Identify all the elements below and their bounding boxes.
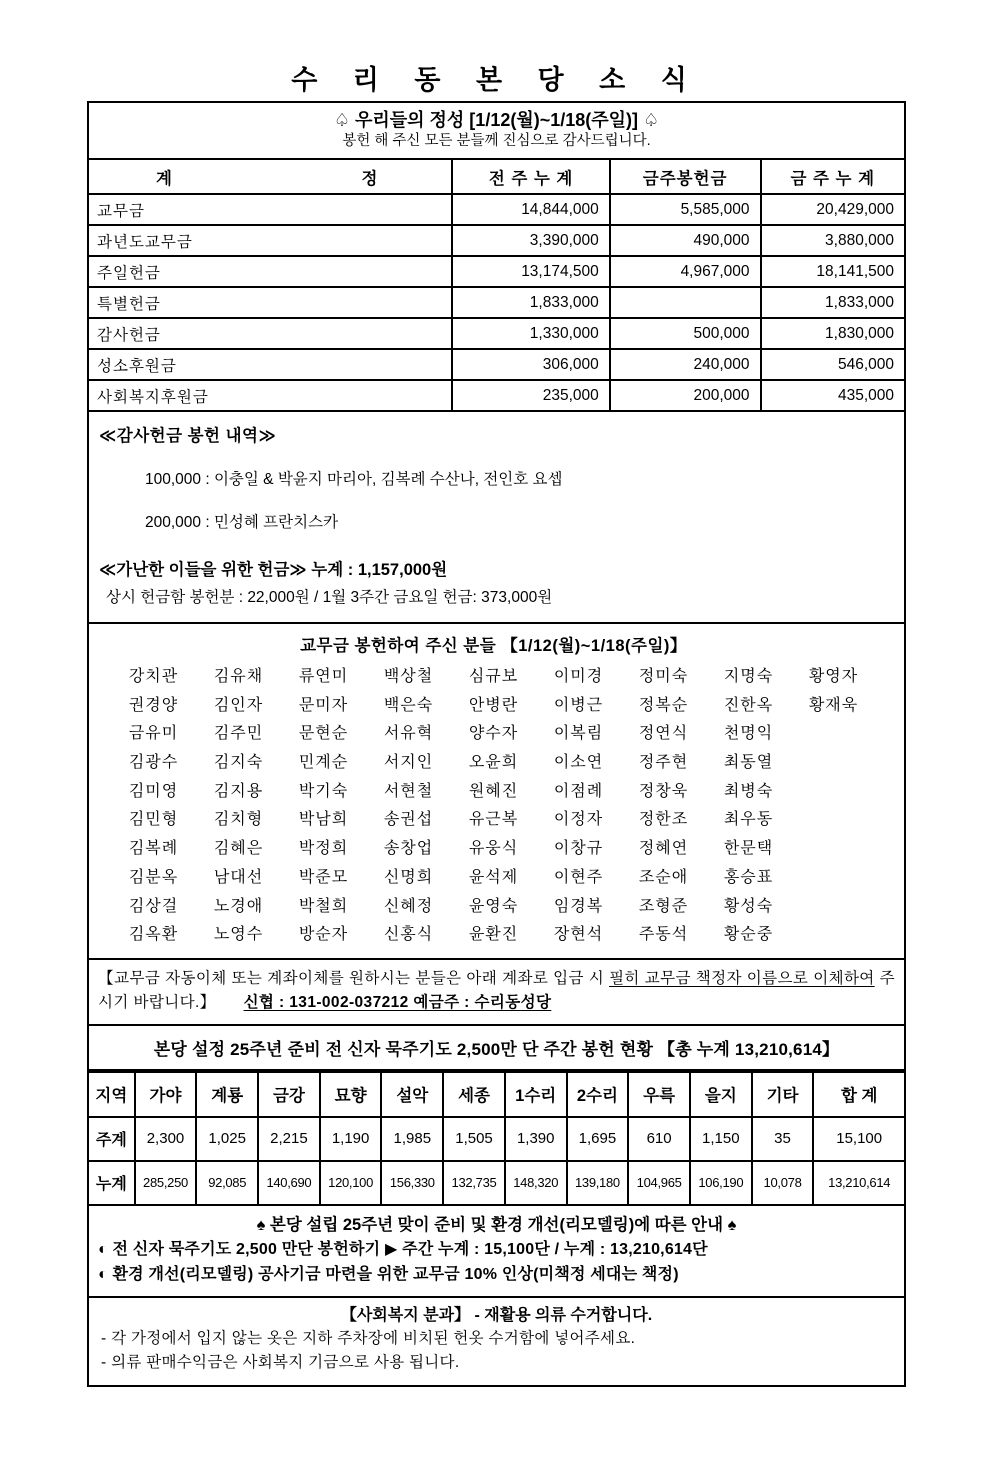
thanks-title: ≪감사헌금 봉헌 내역≫ <box>99 427 277 445</box>
donor-name: 송창업 <box>383 840 434 858</box>
rosary-col-header: 계룡 <box>196 1072 258 1117</box>
donor-name: 서현철 <box>383 782 434 800</box>
offering-row-total: 18,141,500 <box>761 256 904 287</box>
donor-name <box>791 720 876 749</box>
offering-col-account <box>89 160 452 194</box>
offering-row-label: 주일헌금 <box>89 256 452 287</box>
donor-name: 유웅식 <box>468 840 519 858</box>
donor-name: 강치관 <box>128 668 179 685</box>
rosary-cumulative-value: 10,078 <box>752 1161 814 1204</box>
donor-name: 김혜은 <box>213 840 264 858</box>
donor-name: 이병근 <box>553 696 604 714</box>
donor-name: 김광수 <box>128 754 179 772</box>
donor-name: 진한옥 <box>723 696 774 714</box>
announcement-line: ◐ 전 신자 묵주기도 2,500 만단 봉헌하기 ▶ 주간 누계 : 15,100단 / 누계 : 13,210,614단 <box>98 1240 708 1258</box>
announcement-line: ◐ 환경 개선(리모델링) 공사기금 마련을 위한 교무금 10% 인상(미책정 세대는 책정) <box>98 1265 679 1283</box>
donor-name: 정복순 <box>638 696 689 714</box>
offering-table-header-row <box>89 160 904 194</box>
offering-row-week: 490,000 <box>610 225 761 256</box>
rosary-cumulative-value: 120,100 <box>320 1161 382 1204</box>
donor-name: 문현순 <box>298 725 349 743</box>
offering-row-week: 200,000 <box>610 380 761 410</box>
offering-table-body <box>89 160 904 410</box>
donor-name: 정한조 <box>638 811 689 829</box>
rosary-weekly-value: 1,985 <box>381 1117 443 1161</box>
donor-name: 정미숙 <box>638 668 689 685</box>
offering-row-total: 1,833,000 <box>761 287 904 318</box>
donor-name: 김민형 <box>128 811 179 829</box>
rosary-cumulative-value: 13,210,614 <box>813 1161 904 1204</box>
donor-name: 김미영 <box>128 782 179 800</box>
offering-row-week: 4,967,000 <box>610 256 761 287</box>
donor-name: 임경복 <box>553 897 604 915</box>
donor-name: 방순자 <box>298 926 349 944</box>
rosary-col-header: 세종 <box>443 1072 505 1117</box>
donor-name: 홍승표 <box>723 868 774 886</box>
donor-name: 김복례 <box>128 840 179 858</box>
donor-name <box>791 835 876 864</box>
bulletin-box <box>87 101 906 1387</box>
donor-name: 남대선 <box>213 868 264 886</box>
offering-row-label: 사회복지후원금 <box>89 380 452 410</box>
donor-name: 황성숙 <box>723 897 774 915</box>
thanks-item: 200,000 : 민성혜 프란치스카 <box>145 514 339 531</box>
offering-row <box>89 318 904 349</box>
donor-name: 안병란 <box>468 696 519 714</box>
donor-name: 김주민 <box>213 725 264 743</box>
rosary-weekly-value: 35 <box>752 1117 814 1161</box>
offering-row-week <box>610 287 761 318</box>
rosary-table-section <box>89 1069 904 1204</box>
rosary-weekly-value: 2,300 <box>135 1117 197 1161</box>
rosary-col-header: 지역 <box>89 1072 135 1117</box>
donor-name: 신혜정 <box>383 897 434 915</box>
donor-name: 황영자 <box>808 668 859 685</box>
donor-name <box>791 864 876 893</box>
donor-name: 서지인 <box>383 754 434 772</box>
offering-row <box>89 225 904 256</box>
offering-table-section <box>89 158 904 410</box>
offering-col-account-left: 계 <box>156 169 173 188</box>
offering-row-prev: 1,330,000 <box>452 318 609 349</box>
welfare-title: 【사회복지 분과】 - 재활용 의류 수거합니다. <box>340 1306 653 1324</box>
donor-name: 윤석제 <box>468 868 519 886</box>
donor-name: 문미자 <box>298 696 349 714</box>
rosary-weekly-row <box>89 1117 904 1161</box>
rosary-table <box>89 1071 904 1204</box>
donor-name: 신홍식 <box>383 926 434 944</box>
donors-grid <box>111 663 876 950</box>
donor-name <box>791 778 876 807</box>
rosary-cumulative-value: 139,180 <box>567 1161 629 1204</box>
offering-header <box>89 103 904 158</box>
page-title: 수 리 동 본 당 소 식 <box>291 65 701 95</box>
donor-name: 천명익 <box>723 725 774 743</box>
offering-row-prev: 14,844,000 <box>452 194 609 225</box>
welfare-section <box>89 1296 904 1385</box>
donor-name: 박기숙 <box>298 782 349 800</box>
donor-name: 백상철 <box>383 668 434 685</box>
rosary-col-header: 2수리 <box>567 1072 629 1117</box>
donor-name: 이소연 <box>553 754 604 772</box>
rosary-weekly-value: 1,390 <box>505 1117 567 1161</box>
rosary-cumulative-value: 285,250 <box>135 1161 197 1204</box>
rosary-col-header: 우륵 <box>628 1072 690 1117</box>
rosary-weekly-value: 1,695 <box>567 1117 629 1161</box>
donor-name: 정연식 <box>638 725 689 743</box>
offering-row-total: 20,429,000 <box>761 194 904 225</box>
donor-name: 류연미 <box>298 668 349 685</box>
rosary-cumulative-row <box>89 1161 904 1204</box>
donor-name: 송권섭 <box>383 811 434 829</box>
donor-name: 원혜진 <box>468 782 519 800</box>
donor-name: 박준모 <box>298 868 349 886</box>
welfare-line: - 의류 판매수익금은 사회복지 기금으로 사용 됩니다. <box>101 1353 460 1371</box>
donor-name: 이현주 <box>553 868 604 886</box>
donor-name: 김지숙 <box>213 754 264 772</box>
rosary-weekly-value: 15,100 <box>813 1117 904 1161</box>
donor-name: 김분옥 <box>128 868 179 886</box>
rosary-cumulative-value: 148,320 <box>505 1161 567 1204</box>
offering-row-label: 감사헌금 <box>89 318 452 349</box>
donor-name: 정창욱 <box>638 782 689 800</box>
donor-name: 박남희 <box>298 811 349 829</box>
donor-name: 김지용 <box>213 782 264 800</box>
donor-name: 금유미 <box>128 725 179 743</box>
rosary-cumulative-value: 156,330 <box>381 1161 443 1204</box>
offering-row <box>89 349 904 380</box>
offering-row-total: 546,000 <box>761 349 904 380</box>
offering-row-label: 과년도교무금 <box>89 225 452 256</box>
donor-name: 최우동 <box>723 811 774 829</box>
donor-name: 오윤희 <box>468 754 519 772</box>
offering-row-week: 5,585,000 <box>610 194 761 225</box>
rosary-col-header: 기타 <box>752 1072 814 1117</box>
offering-row <box>89 287 904 318</box>
announcement-section <box>89 1204 904 1296</box>
rosary-col-header: 을지 <box>690 1072 752 1117</box>
donor-name: 김치형 <box>213 811 264 829</box>
rosary-col-header: 묘향 <box>320 1072 382 1117</box>
donor-name: 이미경 <box>553 668 604 685</box>
transfer-account: 신협 : 131-002-037212 예금주 : 수리동성당 <box>243 993 552 1011</box>
donor-name: 황순중 <box>723 926 774 944</box>
donors-title: 교무금 봉헌하여 주신 분들 【1/12(월)~1/18(주일)】 <box>300 637 687 655</box>
offering-row-label: 성소후원금 <box>89 349 452 380</box>
poor-fund-title: ≪가난한 이들을 위한 헌금≫ 누계 : 1,157,000원 <box>99 561 448 579</box>
rosary-cumulative-label: 누계 <box>89 1161 135 1204</box>
offering-row-prev: 235,000 <box>452 380 609 410</box>
rosary-weekly-value: 1,505 <box>443 1117 505 1161</box>
rosary-cumulative-value: 104,965 <box>628 1161 690 1204</box>
rosary-col-header: 1수리 <box>505 1072 567 1117</box>
transfer-note-emphasis: 필히 교무금 책정자 이름으로 이체하여 <box>609 969 875 987</box>
rosary-col-header: 금강 <box>258 1072 320 1117</box>
offering-row-total: 3,880,000 <box>761 225 904 256</box>
rosary-col-header: 합 계 <box>813 1072 904 1117</box>
offering-row-week: 240,000 <box>610 349 761 380</box>
donor-name: 신명희 <box>383 868 434 886</box>
donor-name: 정주현 <box>638 754 689 772</box>
donor-name: 양수자 <box>468 725 519 743</box>
rosary-weekly-value: 1,025 <box>196 1117 258 1161</box>
donor-name: 박철희 <box>298 897 349 915</box>
announcement-title: ♠ 본당 설립 25주년 맞이 준비 및 환경 개선(리모델링)에 따른 안내 ♠ <box>256 1215 737 1234</box>
welfare-line: - 각 가정에서 입지 않는 옷은 지하 주차장에 비치된 헌옷 수거함에 넣어주세요. <box>101 1329 636 1347</box>
rosary-cumulative-value: 132,735 <box>443 1161 505 1204</box>
rosary-cumulative-value: 106,190 <box>690 1161 752 1204</box>
offering-row-total: 1,830,000 <box>761 318 904 349</box>
donor-name: 김상걸 <box>128 897 179 915</box>
donor-name: 지명숙 <box>723 668 774 685</box>
donor-name: 백은숙 <box>383 696 434 714</box>
offering-row-total: 435,000 <box>761 380 904 410</box>
offering-col-account-right: 정 <box>361 169 379 188</box>
donor-name: 유근복 <box>468 811 519 829</box>
donor-name: 최동열 <box>723 754 774 772</box>
offering-table <box>89 160 904 410</box>
rosary-header-row <box>89 1072 904 1117</box>
donor-name <box>791 749 876 778</box>
rosary-cumulative-value: 92,085 <box>196 1161 258 1204</box>
rosary-weekly-value: 1,150 <box>690 1117 752 1161</box>
donor-name: 정혜연 <box>638 840 689 858</box>
donor-name: 조순애 <box>638 868 689 886</box>
donors-section <box>89 622 904 958</box>
offering-row-label: 교무금 <box>89 194 452 225</box>
offering-header-subtitle: 봉헌 해 주신 모든 분들께 진심으로 감사드립니다. <box>342 133 651 149</box>
donor-name: 이정자 <box>553 811 604 829</box>
poor-fund-detail: 상시 헌금함 봉헌분 : 22,000원 / 1월 3주간 금요일 헌금: 373,000원 <box>106 589 553 606</box>
offering-col-this-week: 금주봉헌금 <box>610 160 761 194</box>
thanks-section <box>89 410 904 622</box>
donor-name: 이점례 <box>553 782 604 800</box>
transfer-note-tail: 주시기 바랍니다.】 <box>98 969 895 1011</box>
donor-name: 민계순 <box>298 754 349 772</box>
donor-name: 권경양 <box>128 696 179 714</box>
offering-row-label: 특별헌금 <box>89 287 452 318</box>
offering-row-prev: 3,390,000 <box>452 225 609 256</box>
donor-name <box>791 806 876 835</box>
donor-name: 최병숙 <box>723 782 774 800</box>
rosary-col-header: 설악 <box>381 1072 443 1117</box>
donor-name: 김옥환 <box>128 926 179 944</box>
offering-row-prev: 13,174,500 <box>452 256 609 287</box>
rosary-weekly-value: 2,215 <box>258 1117 320 1161</box>
donor-name: 한문택 <box>723 840 774 858</box>
thanks-item: 100,000 : 이충일 & 박윤지 마리아, 김복례 수산나, 전인호 요셉 <box>145 471 563 488</box>
transfer-note-lead: 【교무금 자동이체 또는 계좌이체를 원하시는 분들은 아래 계좌로 입금 시 <box>98 969 610 987</box>
transfer-note-section <box>89 958 904 1024</box>
donor-name: 김유채 <box>213 668 264 685</box>
offering-col-prev-total: 전 주 누 계 <box>452 160 609 194</box>
rosary-cumulative-value: 140,690 <box>258 1161 320 1204</box>
rosary-weekly-label: 주계 <box>89 1117 135 1161</box>
donor-name: 윤환진 <box>468 926 519 944</box>
rosary-weekly-value: 1,190 <box>320 1117 382 1161</box>
donor-name: 주동석 <box>638 926 689 944</box>
donor-name: 장현석 <box>553 926 604 944</box>
donor-name: 노영수 <box>213 926 264 944</box>
rosary-col-header: 가야 <box>135 1072 197 1117</box>
offering-row <box>89 380 904 410</box>
donor-name: 이창규 <box>553 840 604 858</box>
offering-col-this-total: 금 주 누 계 <box>761 160 904 194</box>
donor-name: 조형준 <box>638 897 689 915</box>
offering-row-week: 500,000 <box>610 318 761 349</box>
donor-name <box>791 921 876 950</box>
donor-name: 이복림 <box>553 725 604 743</box>
offering-row-prev: 1,833,000 <box>452 287 609 318</box>
donor-name: 박정희 <box>298 840 349 858</box>
donor-name: 노경애 <box>213 897 264 915</box>
rosary-weekly-value: 610 <box>628 1117 690 1161</box>
offering-row <box>89 256 904 287</box>
offering-row <box>89 194 904 225</box>
donor-name: 황재욱 <box>808 696 859 714</box>
donor-name <box>791 893 876 922</box>
donor-name: 김인자 <box>213 696 264 714</box>
offering-header-title: ♤ 우리들의 정성 [1/12(월)~1/18(주일)] ♤ <box>333 110 660 130</box>
donor-name: 서유혁 <box>383 725 434 743</box>
rosary-title: 본당 설정 25주년 준비 전 신자 묵주기도 2,500만 단 주간 봉헌 현황 【총 누계 13,210,614】 <box>89 1024 904 1069</box>
donor-name: 심규보 <box>468 668 519 685</box>
offering-row-prev: 306,000 <box>452 349 609 380</box>
donor-name: 윤영숙 <box>468 897 519 915</box>
